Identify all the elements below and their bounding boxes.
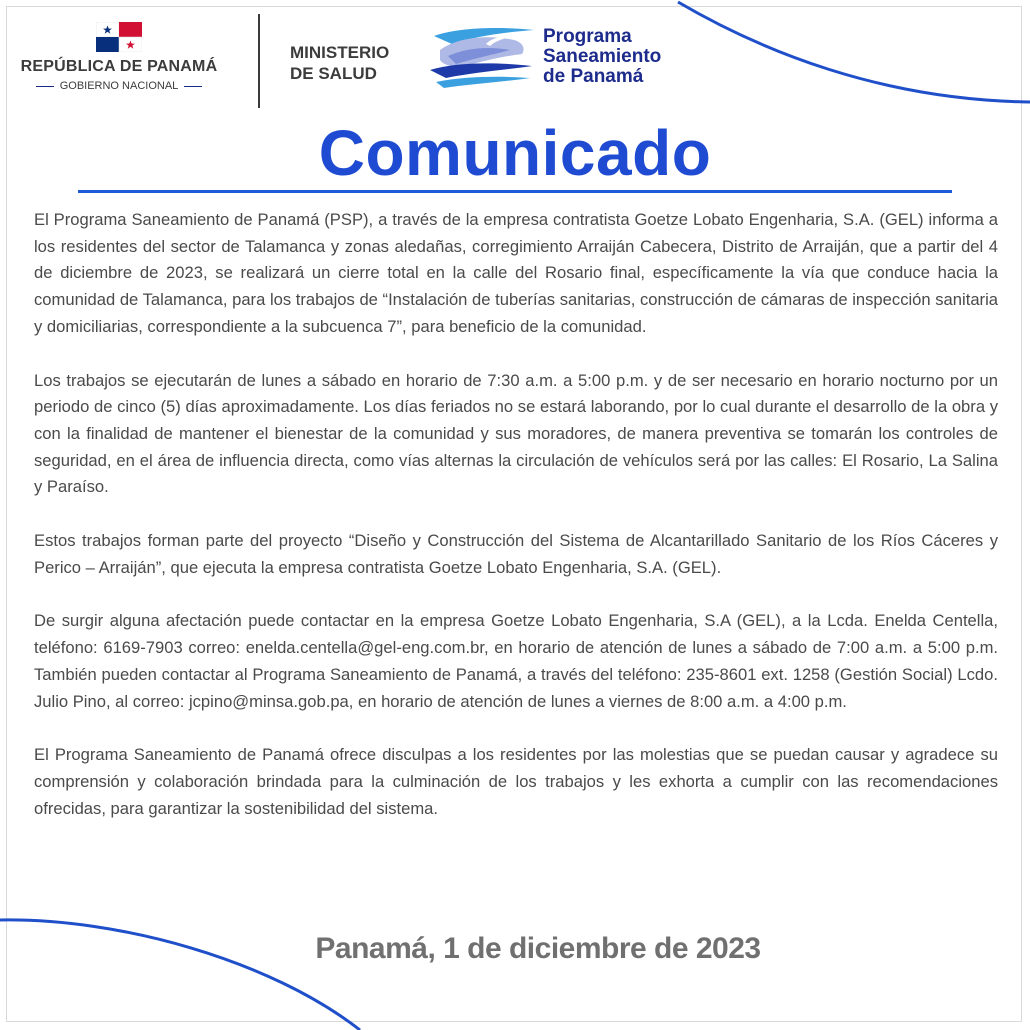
government-subtitle — [8, 80, 230, 92]
paragraph-2: Los trabajos se ejecutarán de lunes a sábado en horario de 7:30 a.m. a 5:00 p.m. y de ser necesario en horario nocturno por un periodo de cinco (5) días aproximadamente. Los días feriados no se estará laborando, por lo cual durante el desarrollo de la obra y con la finalidad de mantener el bienestar de la comunidad y sus moradores, de manera preventiva se tomarán los controles de seguridad, en el área de influencia directa, como vías alternas la circulación de vehículos será por las calles: El Rosario, La Salina y Paraíso. — [34, 370, 998, 497]
title-underline — [78, 190, 952, 193]
government-title: REPÚBLICA DE PANAMÁ — [20, 58, 218, 75]
panama-flag-icon — [96, 22, 142, 52]
page-title: Comunicado — [318, 117, 712, 189]
right-dash — [184, 86, 202, 87]
paragraph-5: El Programa Saneamiento de Panamá ofrece disculpas a los residentes por las molestias que se puedan causar y agradece su comprensión y colaboración brindada para la culminación de los trabajos y les exhorta a cumplir con las recomendaciones ofrecidas, para garantizar la sostenibilidad del sistema. — [34, 745, 998, 818]
paragraph-4: De surgir alguna afectación puede contactar en la empresa Goetze Lobato Engenharia, S.A (GEL), a la Lcda. Enelda Centella, teléfono: 6169-7903 correo: enelda.centella@gel-eng.com.br, en horario de atención de lunes a sábado de 7:00 a.m. a 5:00 p.m. También pueden contactar al Programa Saneamiento de Panamá, a través del teléfono: 235-8601 ext. 1258 (Gestión Social) Lcdo. Julio Pino, al correo: jcpino@minsa.gob.pa, en horario de atención de lunes a viernes de 8:00 a.m. a 4:00 p.m. — [34, 611, 998, 711]
program-line-1: Programa — [543, 26, 632, 47]
government-subtitle-text: GOBIERNO NACIONAL — [59, 80, 179, 92]
header-divider — [258, 14, 260, 108]
paragraph-3: Estos trabajos forman parte del proyecto “Diseño y Construcción del Sistema de Alcantarillado Sanitario de los Ríos Cáceres y Perico – Arraiján”, que ejecuta la empresa contratista Goetze Lobato Engenharia, S.A. (GEL). — [34, 531, 998, 577]
paragraph-1: El Programa Saneamiento de Panamá (PSP), a través de la empresa contratista Goetze Lobato Engenharia, S.A. (GEL) informa a los residentes del sector de Talamanca y zonas aledañas, corregimiento Arraiján Cabecera, Distrito de Arraiján, que a partir del 4 de diciembre de 2023, se realizará un cierre total en la calle del Rosario final, específicamente la vía que conduce hacia la comunidad de Talamanca, para los trabajos de “Instalación de tuberías sanitarias, construcción de cámaras de inspección sanitaria y domiciliarias, correspondiente a la subcuenca 7”, para beneficio de la comunidad. — [34, 210, 998, 336]
ministry-name — [290, 42, 389, 84]
left-dash — [36, 86, 54, 87]
ministry-line-1: MINISTERIO — [290, 43, 390, 62]
program-name — [543, 27, 661, 87]
program-line-3: de Panamá — [543, 66, 644, 87]
dolphin-logo-icon — [426, 26, 538, 88]
dateline: Panamá, 1 de diciembre de 2023 — [315, 932, 761, 965]
announcement-body — [34, 207, 998, 849]
government-brand — [8, 22, 230, 92]
ministry-line-2: DE SALUD — [290, 64, 377, 83]
program-line-2: Saneamiento — [543, 46, 662, 67]
